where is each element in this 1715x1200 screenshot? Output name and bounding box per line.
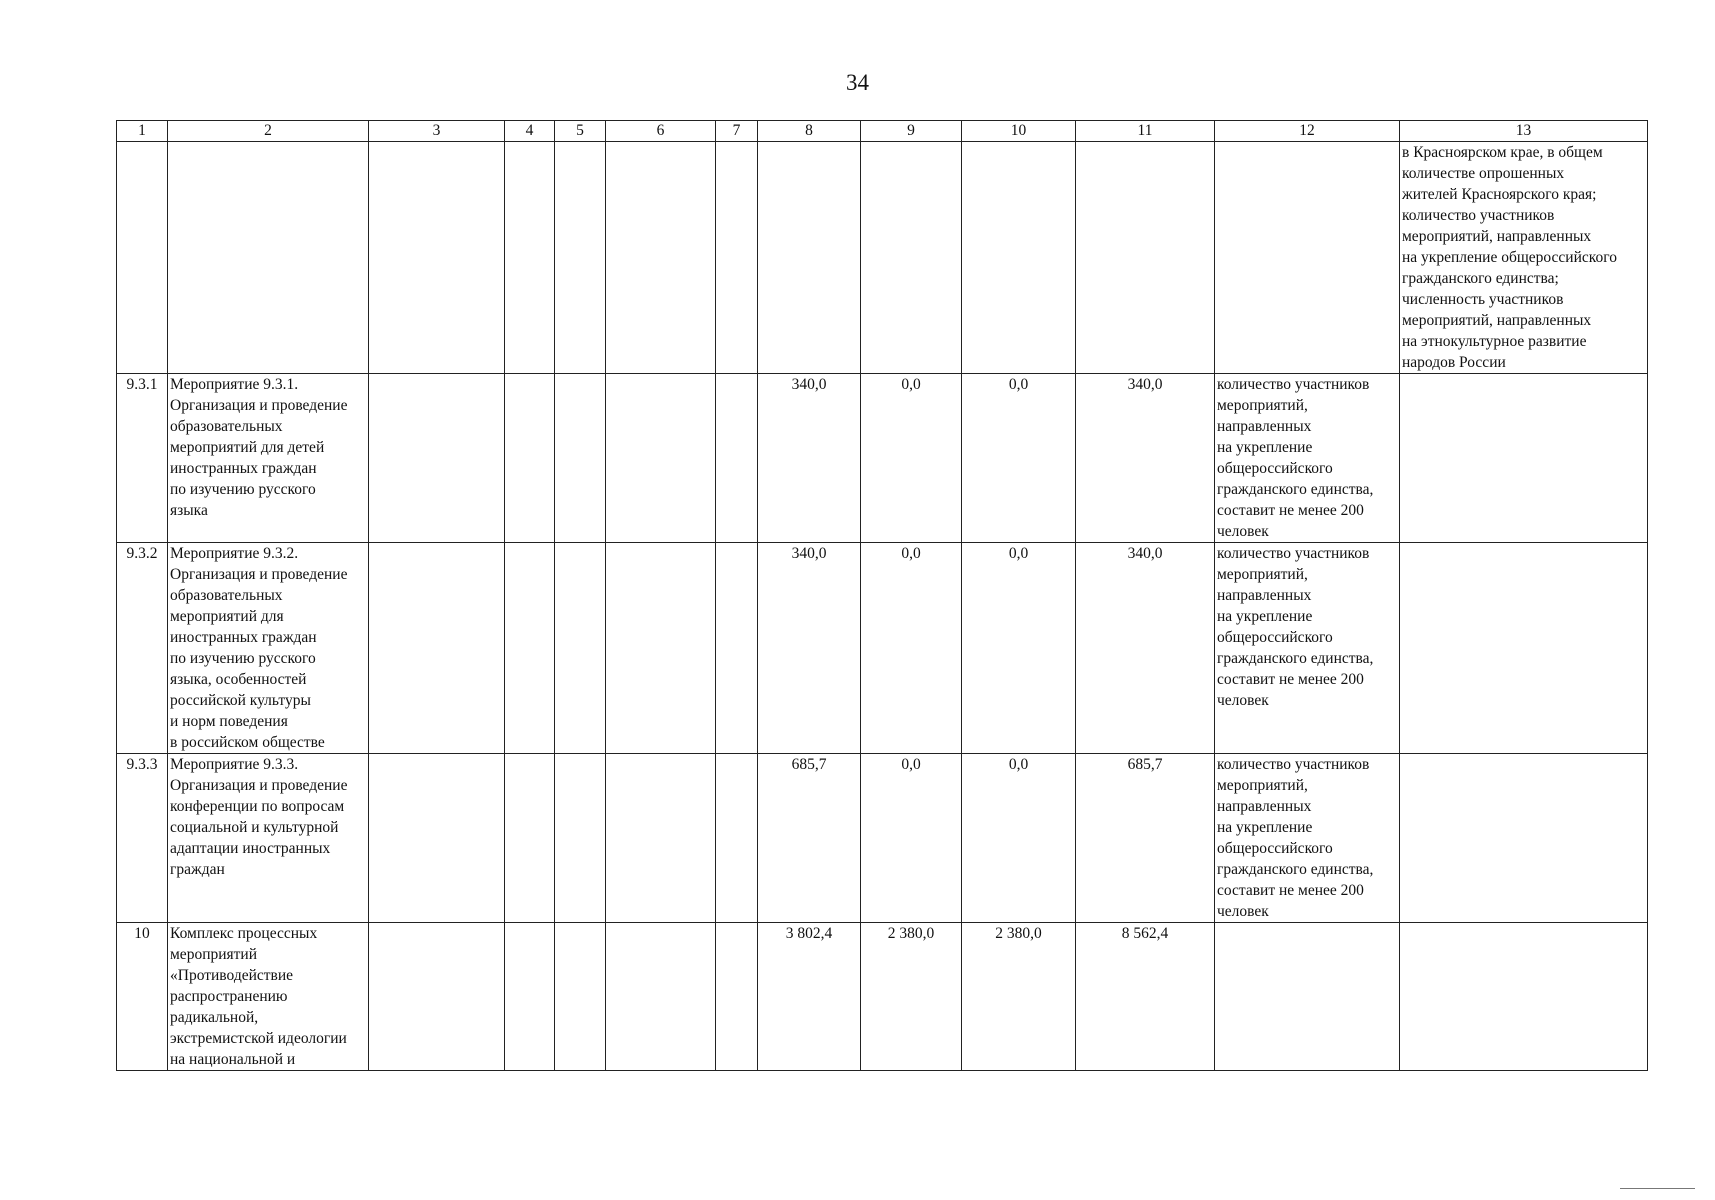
table-row [117,543,1648,754]
column-header: 8 [758,121,861,142]
activity-name: Мероприятие 9.3.2. Организация и проведение образовательных мероприятий для иностранных граждан по изучению русского языка, особенностей российской культуры и норм поведения в российском обществе [168,543,369,754]
activity-name: Мероприятие 9.3.3. Организация и проведение конференции по вопросам социальной и культурной адаптации иностранных граждан [168,754,369,923]
row-number: 9.3.1 [117,374,168,543]
column-header: 7 [716,121,758,142]
column-header: 9 [861,121,962,142]
column-header: 1 [117,121,168,142]
page-number: 34 [846,70,869,95]
value-col11: 8 562,4 [1076,923,1215,1071]
value-col9: 0,0 [861,543,962,754]
value-col10: 2 380,0 [962,923,1076,1071]
value-col11: 685,7 [1076,754,1215,923]
value-col11: 340,0 [1076,543,1215,754]
column-number-row [117,121,1648,142]
row-number: 9.3.2 [117,543,168,754]
column-header: 4 [505,121,555,142]
column-header: 5 [555,121,606,142]
column-header: 11 [1076,121,1215,142]
value-col10: 0,0 [962,543,1076,754]
table-row [117,923,1648,1071]
value-col9: 0,0 [861,754,962,923]
expected-result [1215,923,1400,1071]
value-col8: 340,0 [758,374,861,543]
row-number: 10 [117,923,168,1071]
column-header: 10 [962,121,1076,142]
program-table [116,120,1648,1071]
column-header: 3 [369,121,505,142]
value-col9: 0,0 [861,374,962,543]
value-col10: 0,0 [962,754,1076,923]
indicator-text: в Красноярском крае, в общем количестве опрошенных жителей Красноярского края; количество участников мероприятий, направленных на укрепление общероссийского гражданского единства; численность участников мероприятий, направленных на этнокультурное развитие народов России [1400,142,1648,374]
column-header: 12 [1215,121,1400,142]
activity-name: Мероприятие 9.3.1. Организация и проведение образовательных мероприятий для детей иностранных граждан по изучению русского языка [168,374,369,543]
expected-result: количество участников мероприятий, направленных на укрепление общероссийского гражданского единства, составит не менее 200 человек [1215,374,1400,543]
expected-result: количество участников мероприятий, направленных на укрепление общероссийского гражданского единства, составит не менее 200 человек [1215,754,1400,923]
column-header: 6 [606,121,716,142]
column-header: 13 [1400,121,1648,142]
table-row [117,374,1648,543]
value-col8: 340,0 [758,543,861,754]
table-row [117,754,1648,923]
activity-name: Комплекс процессных мероприятий «Противодействие распространению радикальной, экстремистской идеологии на национальной и [168,923,369,1071]
value-col10: 0,0 [962,374,1076,543]
row-number: 9.3.3 [117,754,168,923]
value-col9: 2 380,0 [861,923,962,1071]
column-header: 2 [168,121,369,142]
value-col11: 340,0 [1076,374,1215,543]
expected-result: количество участников мероприятий, направленных на укрепление общероссийского гражданского единства, составит не менее 200 человек [1215,543,1400,754]
footer-rule [1620,1188,1695,1189]
value-col8: 3 802,4 [758,923,861,1071]
value-col8: 685,7 [758,754,861,923]
continuation-row [117,142,1648,374]
